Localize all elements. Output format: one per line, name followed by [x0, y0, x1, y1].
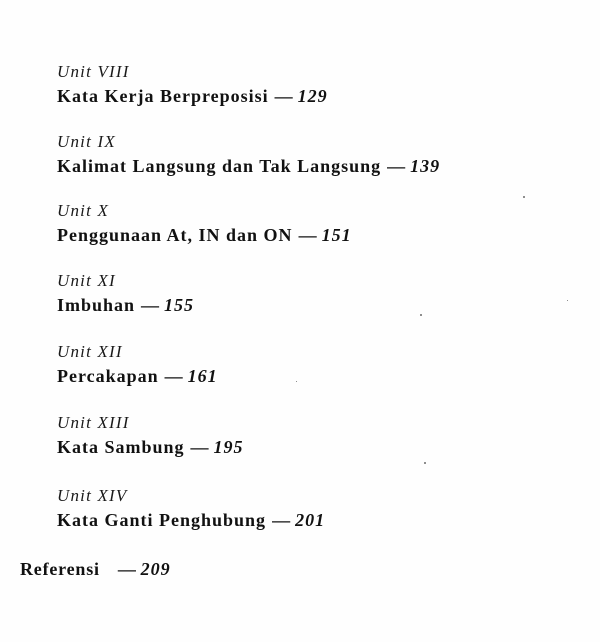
- page-number: 209: [140, 559, 171, 579]
- unit-label: Unit VIII: [57, 62, 130, 81]
- chapter-title-line: [57, 365, 218, 387]
- page-number: 161: [187, 366, 218, 386]
- toc-entry-unit-xi: [57, 271, 194, 316]
- page-number: 201: [295, 510, 326, 530]
- unit-label: Unit XII: [57, 342, 123, 361]
- dash-separator: —: [274, 86, 294, 106]
- chapter-title-line: [57, 509, 325, 531]
- toc-entry-unit-xiii: [57, 413, 244, 458]
- chapter-title: Kata Ganti Penghubung: [57, 510, 267, 530]
- chapter-title: Percakapan: [57, 366, 159, 386]
- toc-entry-referensi: [20, 558, 171, 580]
- page-number: 195: [213, 437, 244, 457]
- scan-speck: [296, 381, 297, 382]
- dash-separator: —: [298, 225, 318, 245]
- chapter-title-line: [57, 155, 440, 177]
- chapter-title-line: [57, 294, 194, 316]
- scan-speck: [567, 300, 568, 301]
- dash-separator: —: [141, 295, 161, 315]
- page-number: 129: [297, 86, 328, 106]
- chapter-title-line: [57, 85, 328, 107]
- unit-label: Unit XIV: [57, 486, 128, 505]
- chapter-title-line: [57, 436, 244, 458]
- dash-separator: —: [272, 510, 292, 530]
- unit-label: Unit IX: [57, 132, 116, 151]
- dash-separator: —: [190, 437, 210, 457]
- toc-entry-unit-xiv: [57, 486, 325, 531]
- dash-separator: —: [164, 366, 184, 386]
- toc-entry-unit-viii: [57, 62, 328, 107]
- toc-entry-unit-xii: [57, 342, 218, 387]
- chapter-title: Imbuhan: [57, 295, 136, 315]
- page-number: 151: [321, 225, 352, 245]
- scan-speck: [420, 314, 422, 316]
- chapter-title-line: [57, 224, 352, 246]
- page-number: 139: [410, 156, 441, 176]
- chapter-title: Kalimat Langsung dan Tak Langsung: [57, 156, 382, 176]
- toc-entry-unit-ix: [57, 132, 440, 177]
- chapter-title: Kata Sambung: [57, 437, 185, 457]
- chapter-title: Kata Kerja Berpreposisi: [57, 86, 269, 106]
- scan-speck: [523, 196, 525, 198]
- referensi-title: Referensi: [20, 559, 100, 579]
- dash-separator: —: [117, 559, 137, 579]
- scan-speck: [424, 462, 426, 464]
- page-number: 155: [164, 295, 195, 315]
- unit-label: Unit X: [57, 201, 110, 220]
- chapter-title: Penggunaan At, IN dan ON: [57, 225, 293, 245]
- dash-separator: —: [387, 156, 407, 176]
- toc-entry-unit-x: [57, 201, 352, 246]
- unit-label: Unit XI: [57, 271, 116, 290]
- unit-label: Unit XIII: [57, 413, 130, 432]
